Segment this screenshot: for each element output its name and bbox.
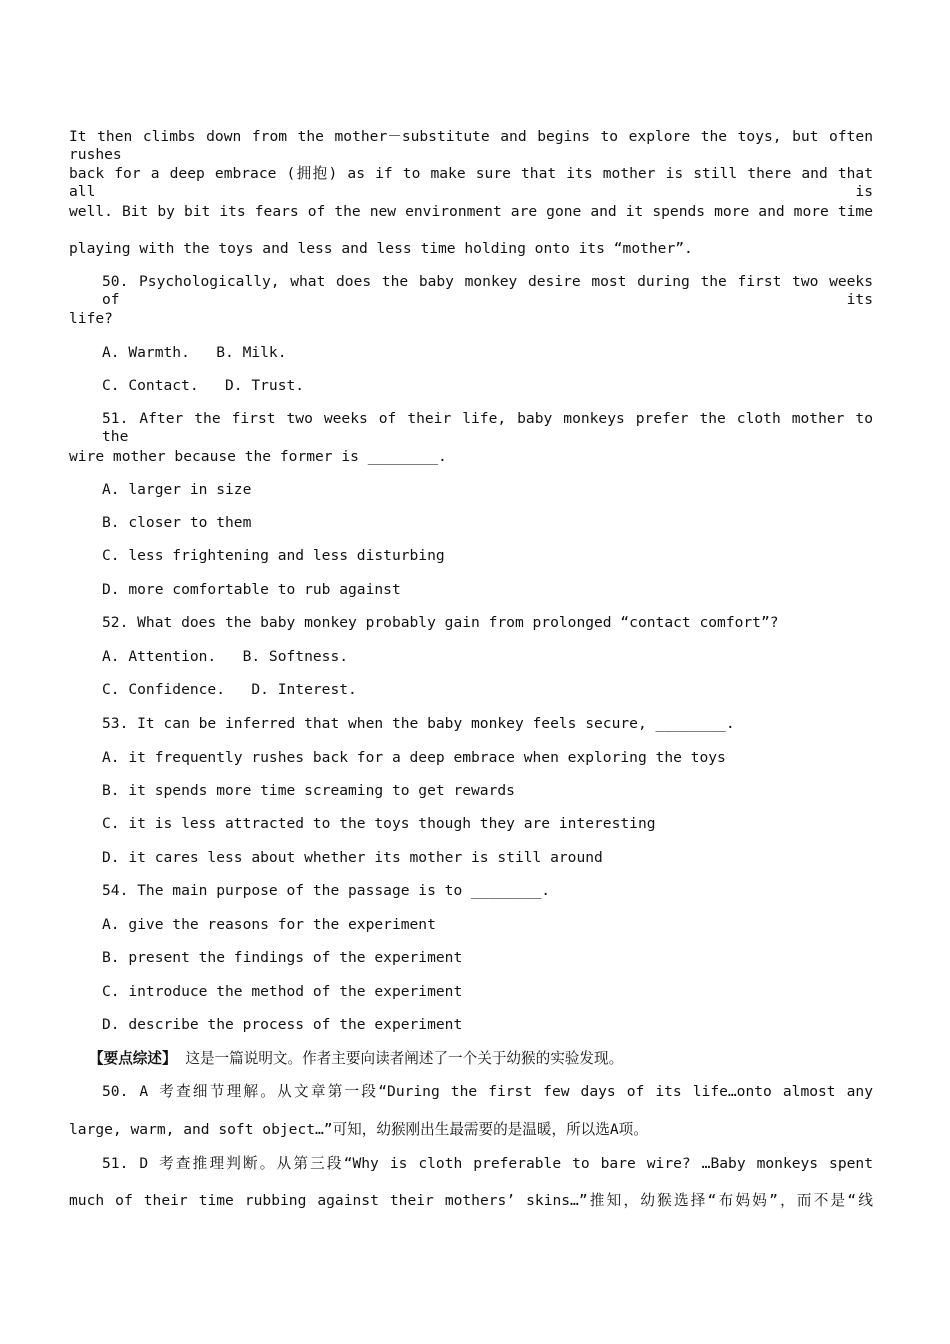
question-53-option-c: C. it is less attracted to the toys though they are interesting <box>102 815 656 832</box>
question-50-stem: 50. Psychologically, what does the baby monkey desire most during the first two weeks of its <box>102 273 873 308</box>
question-53-option-b: B. it spends more time screaming to get rewards <box>102 782 515 799</box>
question-53-option-a: A. it frequently rushes back for a deep embrace when exploring the toys <box>102 749 726 766</box>
question-54-option-c: C. introduce the method of the experiment <box>102 983 463 1000</box>
question-51-stem: 51. After the first two weeks of their life, baby monkeys prefer the cloth mother to the <box>102 410 873 445</box>
summary <box>89 1050 623 1068</box>
summary-label: 【要点综述】 <box>89 1050 177 1067</box>
question-52-stem: 52. What does the baby monkey probably gain from prolonged “contact comfort”? <box>102 614 779 631</box>
summary-text: 这是一篇说明文。作者主要向读者阐述了一个关于幼猴的实验发现。 <box>176 1050 624 1067</box>
passage-line: well. Bit by bit its fears of the new environment are gone and it spends more and more time <box>69 203 873 220</box>
question-52-options: C. Confidence. D. Interest. <box>102 681 357 698</box>
answer-51: 51. D 考查推理判断。从第三段“Why is cloth preferable to bare wire? …Baby monkeys spent <box>102 1155 873 1172</box>
passage-line: It then climbs down from the mother－substitute and begins to explore the toys, but often rushes <box>69 128 873 163</box>
passage-line: playing with the toys and less and less time holding onto its “mother”. <box>69 240 693 257</box>
passage-line: back for a deep embrace (拥抱) as if to make sure that its mother is still there and that all is <box>69 165 873 200</box>
question-53-option-d: D. it cares less about whether its mother is still around <box>102 849 603 866</box>
question-54-option-a: A. give the reasons for the experiment <box>102 916 436 933</box>
answer-51-cont: much of their time rubbing against their mothers’ skins…”推知，幼猴选择“布妈妈”，而不是“线 <box>69 1192 873 1209</box>
question-51-option-d: D. more comfortable to rub against <box>102 581 401 598</box>
question-50-options: A. Warmth. B. Milk. <box>102 344 287 361</box>
answer-50-cont: large, warm, and soft object…”可知，幼猴刚出生最需要的是温暖，所以选A项。 <box>69 1121 648 1138</box>
question-50-options: C. Contact. D. Trust. <box>102 377 305 394</box>
question-50-stem-cont: life? <box>69 310 113 327</box>
question-51-option-b: B. closer to them <box>102 514 252 531</box>
question-54-option-b: B. present the findings of the experiment <box>102 949 463 966</box>
question-51-option-c: C. less frightening and less disturbing <box>102 547 445 564</box>
question-51-option-a: A. larger in size <box>102 481 252 498</box>
question-51-stem-cont: wire mother because the former is ________. <box>69 448 447 465</box>
question-54-option-d: D. describe the process of the experiment <box>102 1016 463 1033</box>
question-54-stem: 54. The main purpose of the passage is to ________. <box>102 882 551 899</box>
question-53-stem: 53. It can be inferred that when the baby monkey feels secure, ________. <box>102 715 735 732</box>
answer-50: 50. A 考查细节理解。从文章第一段“During the first few days of its life…onto almost any <box>102 1083 873 1100</box>
question-52-options: A. Attention. B. Softness. <box>102 648 349 665</box>
